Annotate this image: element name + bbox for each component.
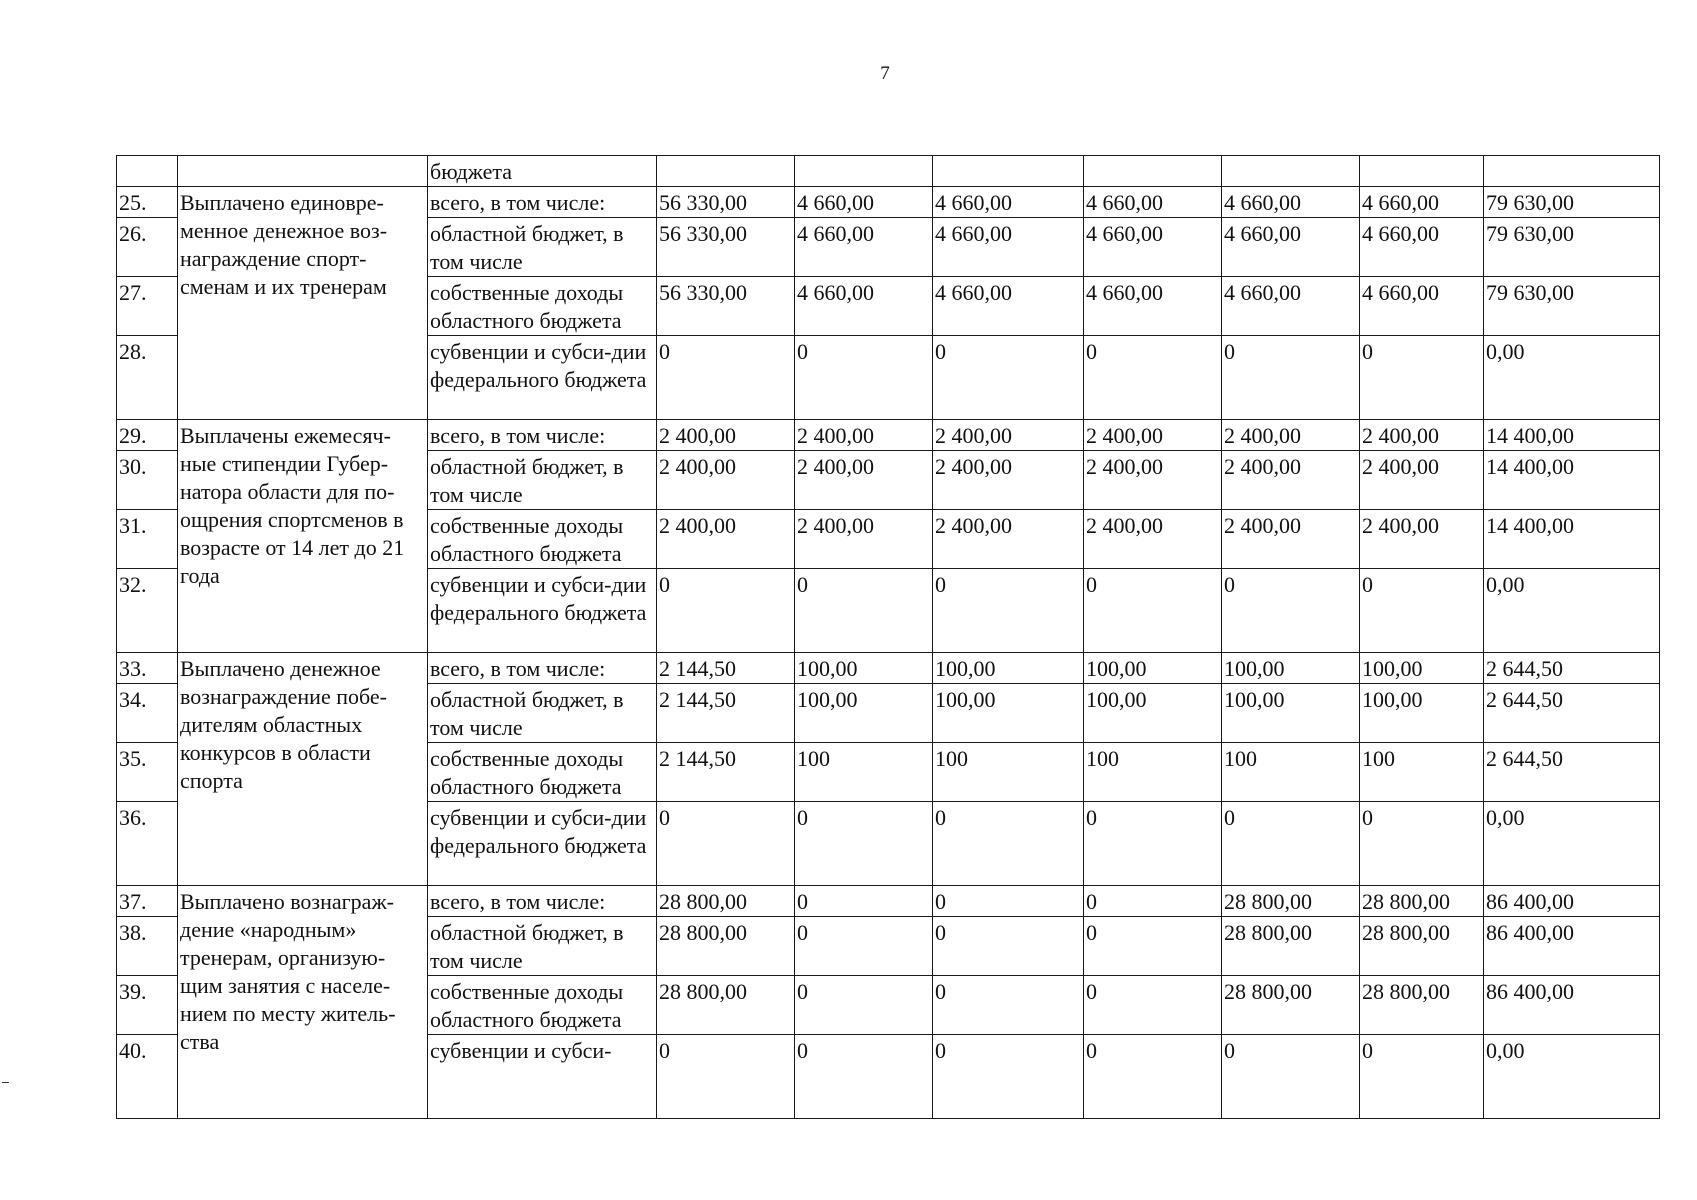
cell-num: 37. <box>117 886 178 917</box>
cell-value: 4 660,00 <box>795 277 933 336</box>
cell-name <box>178 156 428 187</box>
cell-value: 100,00 <box>795 653 933 684</box>
cell-value: 0 <box>657 569 795 653</box>
cell-value: 28 800,00 <box>1360 886 1484 917</box>
cell-source: всего, в том числе: <box>428 886 657 917</box>
cell-num: 39. <box>117 976 178 1035</box>
cell-value: 4 660,00 <box>795 218 933 277</box>
cell-value: 28 800,00 <box>1360 976 1484 1035</box>
cell-value: 4 660,00 <box>795 187 933 218</box>
cell-value: 0 <box>933 802 1084 886</box>
cell-value: 4 660,00 <box>933 218 1084 277</box>
cell-total: 0,00 <box>1484 569 1660 653</box>
cell-value: 0 <box>933 886 1084 917</box>
cell-value: 2 144,50 <box>657 743 795 802</box>
cell-value <box>1360 156 1484 187</box>
cell-value: 0 <box>1084 336 1222 420</box>
cell-total: 14 400,00 <box>1484 510 1660 569</box>
page-number: 7 <box>880 63 890 84</box>
cell-value: 0 <box>933 1035 1084 1119</box>
cell-value: 28 800,00 <box>1360 917 1484 976</box>
cell-value: 100 <box>1360 743 1484 802</box>
cell-num: 34. <box>117 684 178 743</box>
cell-value: 56 330,00 <box>657 187 795 218</box>
cell-value: 0 <box>933 569 1084 653</box>
cell-value <box>795 156 933 187</box>
cell-value: 100,00 <box>1084 653 1222 684</box>
cell-num: 30. <box>117 451 178 510</box>
cell-value: 4 660,00 <box>1222 277 1360 336</box>
cell-value: 100,00 <box>933 653 1084 684</box>
cell-value: 2 400,00 <box>1084 510 1222 569</box>
cell-value: 0 <box>795 976 933 1035</box>
cell-value: 0 <box>795 886 933 917</box>
cell-value: 100,00 <box>1084 684 1222 743</box>
cell-value: 0 <box>1360 569 1484 653</box>
cell-value: 2 400,00 <box>1222 451 1360 510</box>
cell-value: 100,00 <box>1222 653 1360 684</box>
cell-value: 0 <box>795 569 933 653</box>
cell-name: Выплачены ежемесяч-ные стипендии Губер-натора области для по-ощрения спортсменов в возрасте от 14 лет до 21 года <box>178 420 428 653</box>
cell-num: 27. <box>117 277 178 336</box>
cell-value: 4 660,00 <box>933 277 1084 336</box>
cell-value <box>657 156 795 187</box>
cell-total: 2 644,50 <box>1484 743 1660 802</box>
cell-value: 2 400,00 <box>1084 420 1222 451</box>
cell-total: 79 630,00 <box>1484 187 1660 218</box>
cell-source: областной бюджет, в том числе <box>428 451 657 510</box>
cell-num: 40. <box>117 1035 178 1119</box>
cell-value: 2 400,00 <box>1360 420 1484 451</box>
cell-value: 0 <box>1360 336 1484 420</box>
cell-total: 0,00 <box>1484 1035 1660 1119</box>
cell-source: областной бюджет, в том числе <box>428 917 657 976</box>
cell-value: 0 <box>1084 569 1222 653</box>
cell-value: 4 660,00 <box>1222 187 1360 218</box>
cell-value: 4 660,00 <box>1084 187 1222 218</box>
cell-num: 38. <box>117 917 178 976</box>
table-row <box>117 420 1660 451</box>
cell-value: 2 144,50 <box>657 684 795 743</box>
cell-source: всего, в том числе: <box>428 420 657 451</box>
cell-name: Выплачено денежное вознаграждение побе-дителям областных конкурсов в области спорта <box>178 653 428 886</box>
cell-source: собственные доходы областного бюджета <box>428 510 657 569</box>
cell-source: всего, в том числе: <box>428 187 657 218</box>
cell-value: 0 <box>1222 802 1360 886</box>
cell-value: 2 400,00 <box>1222 420 1360 451</box>
table-row-carry-over <box>117 156 1660 187</box>
cell-num: 31. <box>117 510 178 569</box>
cell-num: 28. <box>117 336 178 420</box>
cell-name: Выплачено вознаграж-дение «народным» тренерам, организую-щим занятия с населе-нием по месту житель-ства <box>178 886 428 1119</box>
cell-value: 0 <box>1084 802 1222 886</box>
cell-value: 0 <box>1360 802 1484 886</box>
cell-value: 2 400,00 <box>933 510 1084 569</box>
cell-value <box>1484 156 1660 187</box>
cell-source: субвенции и субси-дии федерального бюджета <box>428 569 657 653</box>
cell-total: 0,00 <box>1484 802 1660 886</box>
cell-value: 56 330,00 <box>657 277 795 336</box>
cell-num: 29. <box>117 420 178 451</box>
cell-num: 36. <box>117 802 178 886</box>
cell-total: 86 400,00 <box>1484 886 1660 917</box>
cell-source: собственные доходы областного бюджета <box>428 743 657 802</box>
cell-value: 0 <box>657 1035 795 1119</box>
cell-value: 2 400,00 <box>657 510 795 569</box>
cell-name: Выплачено единовре-менное денежное воз-награждение спорт-сменам и их тренерам <box>178 187 428 420</box>
cell-value: 2 400,00 <box>1084 451 1222 510</box>
cell-value: 0 <box>795 1035 933 1119</box>
cell-value: 0 <box>795 336 933 420</box>
cell-num: 25. <box>117 187 178 218</box>
cell-value: 100,00 <box>1360 653 1484 684</box>
budget-table <box>116 155 1660 1119</box>
cell-value: 0 <box>1084 976 1222 1035</box>
cell-value <box>1084 156 1222 187</box>
cell-value: 4 660,00 <box>1084 218 1222 277</box>
cell-value: 2 400,00 <box>795 420 933 451</box>
cell-source: субвенции и субси- <box>428 1035 657 1119</box>
cell-value: 4 660,00 <box>933 187 1084 218</box>
cell-value: 2 400,00 <box>795 451 933 510</box>
cell-total: 86 400,00 <box>1484 917 1660 976</box>
cell-source: областной бюджет, в том числе <box>428 684 657 743</box>
cell-value: 28 800,00 <box>1222 917 1360 976</box>
cell-total: 0,00 <box>1484 336 1660 420</box>
cell-total: 14 400,00 <box>1484 451 1660 510</box>
cell-value: 2 400,00 <box>657 451 795 510</box>
cell-value: 0 <box>795 917 933 976</box>
cell-source: бюджета <box>428 156 657 187</box>
cell-value: 4 660,00 <box>1222 218 1360 277</box>
cell-value: 100 <box>1084 743 1222 802</box>
table-row <box>117 886 1660 917</box>
cell-value: 4 660,00 <box>1360 218 1484 277</box>
cell-value: 28 800,00 <box>657 976 795 1035</box>
cell-value: 28 800,00 <box>657 917 795 976</box>
cell-source: всего, в том числе: <box>428 653 657 684</box>
cell-source: субвенции и субси-дии федерального бюджета <box>428 802 657 886</box>
cell-value <box>1222 156 1360 187</box>
cell-value: 100,00 <box>933 684 1084 743</box>
cell-value: 2 400,00 <box>933 420 1084 451</box>
cell-num: 26. <box>117 218 178 277</box>
cell-value: 0 <box>1222 569 1360 653</box>
cell-value: 4 660,00 <box>1084 277 1222 336</box>
cell-value: 0 <box>657 802 795 886</box>
cell-num <box>117 156 178 187</box>
cell-value: 4 660,00 <box>1360 277 1484 336</box>
cell-total: 79 630,00 <box>1484 277 1660 336</box>
margin-mark <box>2 1082 9 1083</box>
cell-value: 0 <box>1222 1035 1360 1119</box>
cell-value: 28 800,00 <box>1222 886 1360 917</box>
cell-value: 0 <box>1084 917 1222 976</box>
cell-value <box>933 156 1084 187</box>
table-row <box>117 187 1660 218</box>
table-row <box>117 653 1660 684</box>
cell-source: собственные доходы областного бюджета <box>428 976 657 1035</box>
cell-num: 32. <box>117 569 178 653</box>
cell-value: 2 400,00 <box>1360 451 1484 510</box>
cell-value: 56 330,00 <box>657 218 795 277</box>
cell-value: 100,00 <box>1222 684 1360 743</box>
cell-value: 0 <box>657 336 795 420</box>
cell-total: 2 644,50 <box>1484 684 1660 743</box>
cell-total: 79 630,00 <box>1484 218 1660 277</box>
cell-value: 0 <box>933 976 1084 1035</box>
cell-value: 0 <box>933 917 1084 976</box>
cell-value: 100 <box>933 743 1084 802</box>
cell-value: 0 <box>795 802 933 886</box>
cell-value: 4 660,00 <box>1360 187 1484 218</box>
cell-value: 28 800,00 <box>657 886 795 917</box>
cell-value: 28 800,00 <box>1222 976 1360 1035</box>
cell-value: 0 <box>933 336 1084 420</box>
cell-value: 0 <box>1222 336 1360 420</box>
cell-source: субвенции и субси-дии федерального бюджета <box>428 336 657 420</box>
cell-value: 0 <box>1084 1035 1222 1119</box>
table-body <box>117 156 1660 1119</box>
cell-source: областной бюджет, в том числе <box>428 218 657 277</box>
cell-value: 2 400,00 <box>1222 510 1360 569</box>
cell-total: 86 400,00 <box>1484 976 1660 1035</box>
cell-num: 35. <box>117 743 178 802</box>
cell-source: собственные доходы областного бюджета <box>428 277 657 336</box>
cell-value: 2 400,00 <box>933 451 1084 510</box>
cell-value: 2 400,00 <box>795 510 933 569</box>
cell-value: 100 <box>795 743 933 802</box>
cell-value: 0 <box>1360 1035 1484 1119</box>
cell-value: 0 <box>1084 886 1222 917</box>
cell-total: 14 400,00 <box>1484 420 1660 451</box>
cell-value: 100,00 <box>1360 684 1484 743</box>
cell-value: 2 400,00 <box>657 420 795 451</box>
cell-value: 2 400,00 <box>1360 510 1484 569</box>
cell-value: 100,00 <box>795 684 933 743</box>
cell-value: 100 <box>1222 743 1360 802</box>
cell-value: 2 144,50 <box>657 653 795 684</box>
cell-num: 33. <box>117 653 178 684</box>
cell-total: 2 644,50 <box>1484 653 1660 684</box>
